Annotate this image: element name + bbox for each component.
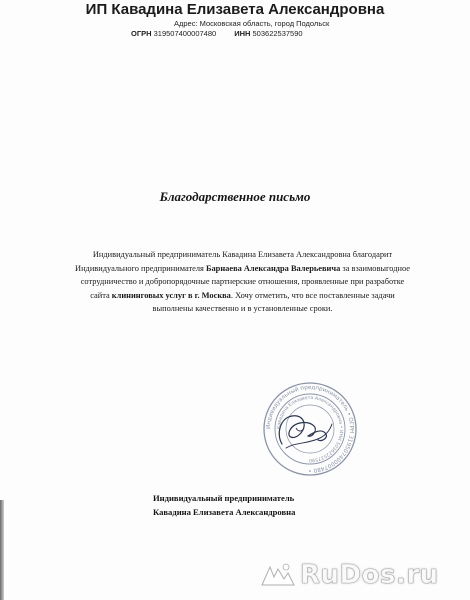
scan-edge-shadow: [0, 500, 4, 600]
signer-role: Индивидуальный предприниматель: [153, 493, 295, 503]
signer-name: Кавадина Елизавета Александровна: [153, 506, 296, 517]
stamp-inner-text: Кавадина Елизавета Александровна • ИНН 503622537590: [276, 395, 344, 463]
inn-value: 503622537590: [252, 29, 303, 38]
body-line: выполнены качественно и в установленные сроки.: [152, 304, 333, 313]
body-line: Индивидуальный предприниматель Кавадина Елизавета Александровна благодарит: [92, 250, 393, 259]
watermark-text: RuDos.ru: [300, 560, 439, 590]
site-watermark: [258, 556, 466, 594]
handwritten-signature: [268, 404, 338, 464]
stamp-outer-text: Индивидуальный предприниматель • ОГРН 319507400007480 •: [265, 384, 355, 474]
letter-body: [30, 248, 455, 316]
inn-label: ИНН: [234, 29, 251, 38]
watermark-logo-icon: [258, 559, 296, 591]
letterhead-address: Адрес: Московская область, город Подольск: [174, 19, 330, 28]
ogrn-label: ОГРН: [131, 29, 152, 38]
body-line: Индивидуального предпринимателя Барнаева Александра Валерьевича за взаимовыгодное: [75, 263, 410, 273]
body-line: сайта клининговых услуг в г. Москва. Хочу отметить, что все поставленные задачи: [90, 290, 395, 300]
signature-block: [153, 492, 295, 519]
ogrn-value: 319507400007480: [153, 29, 217, 38]
letter-title: Благодарственное письмо: [159, 189, 311, 204]
service-name: клининговых услуг в г. Москва: [111, 290, 231, 300]
letterhead-title: ИП Кавадина Елизавета Александровна: [85, 1, 385, 18]
body-line: сотрудничество и добропорядочные партнерские отношения, проявленные при разработке: [80, 277, 405, 286]
partner-name: Барнаева Александра Валерьевича: [205, 263, 341, 273]
letterhead-registration: [131, 29, 303, 38]
